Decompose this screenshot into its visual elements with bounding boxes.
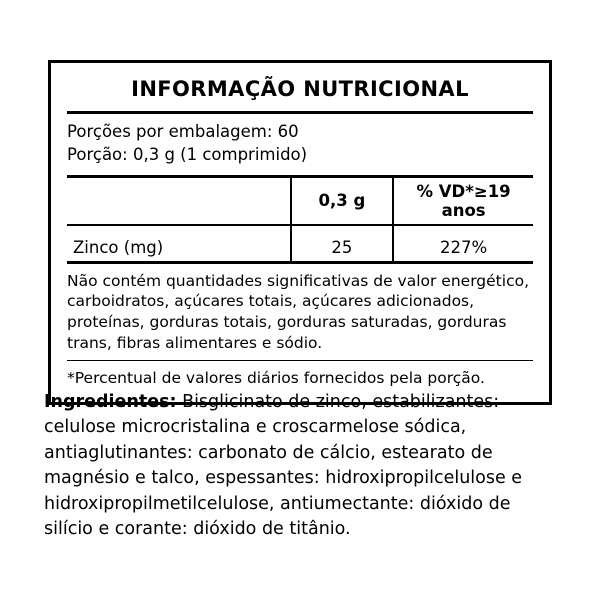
cell-nutrient-name: Zinco (mg): [73, 237, 164, 257]
serving-size: Porção: 0,3 g (1 comprimido): [67, 144, 308, 164]
table-header-divider: [67, 225, 533, 234]
servings-per-package: Porções por embalagem: 60: [67, 122, 299, 142]
nutrition-table: [67, 178, 533, 261]
daily-value-footnote: *Percentual de valores diários fornecidos pela porção.: [67, 369, 485, 388]
table-row: [67, 234, 533, 261]
header-amount: 0,3 g: [291, 178, 394, 225]
header-daily-value: % VD*≥19 anos: [393, 178, 533, 225]
header-nutrient: [67, 178, 291, 225]
cell-daily-value: 227%: [393, 234, 533, 261]
nutrition-facts-panel: [48, 60, 552, 405]
ingredients-label: Ingredientes:: [44, 392, 177, 412]
ingredients-text: Bisglicinato de zinco, estabilizantes: celulose microcristalina e croscarmelose sódica, antiaglutinantes: carbonato de cálcio, estearato de magnésio e talco, espessantes: hidroxipropilcelulose e hidroxipropilmetilcelulose, antiumectante: dióxido de silício e corante: dióxido de titânio.: [44, 392, 523, 539]
ingredients-section: [44, 390, 560, 542]
servings-info: [67, 114, 533, 175]
cell-amount: 25: [291, 234, 394, 261]
panel-title: INFORMAÇÃO NUTRICIONAL: [131, 77, 469, 101]
table-header-row: [67, 178, 533, 225]
nutrition-note: Não contém quantidades significativas de valor energético, carboidratos, açúcares totais, açúcares adicionados, proteínas, gorduras totais, gorduras saturadas, gorduras trans, fibras alimentares e sódio.: [67, 271, 529, 352]
